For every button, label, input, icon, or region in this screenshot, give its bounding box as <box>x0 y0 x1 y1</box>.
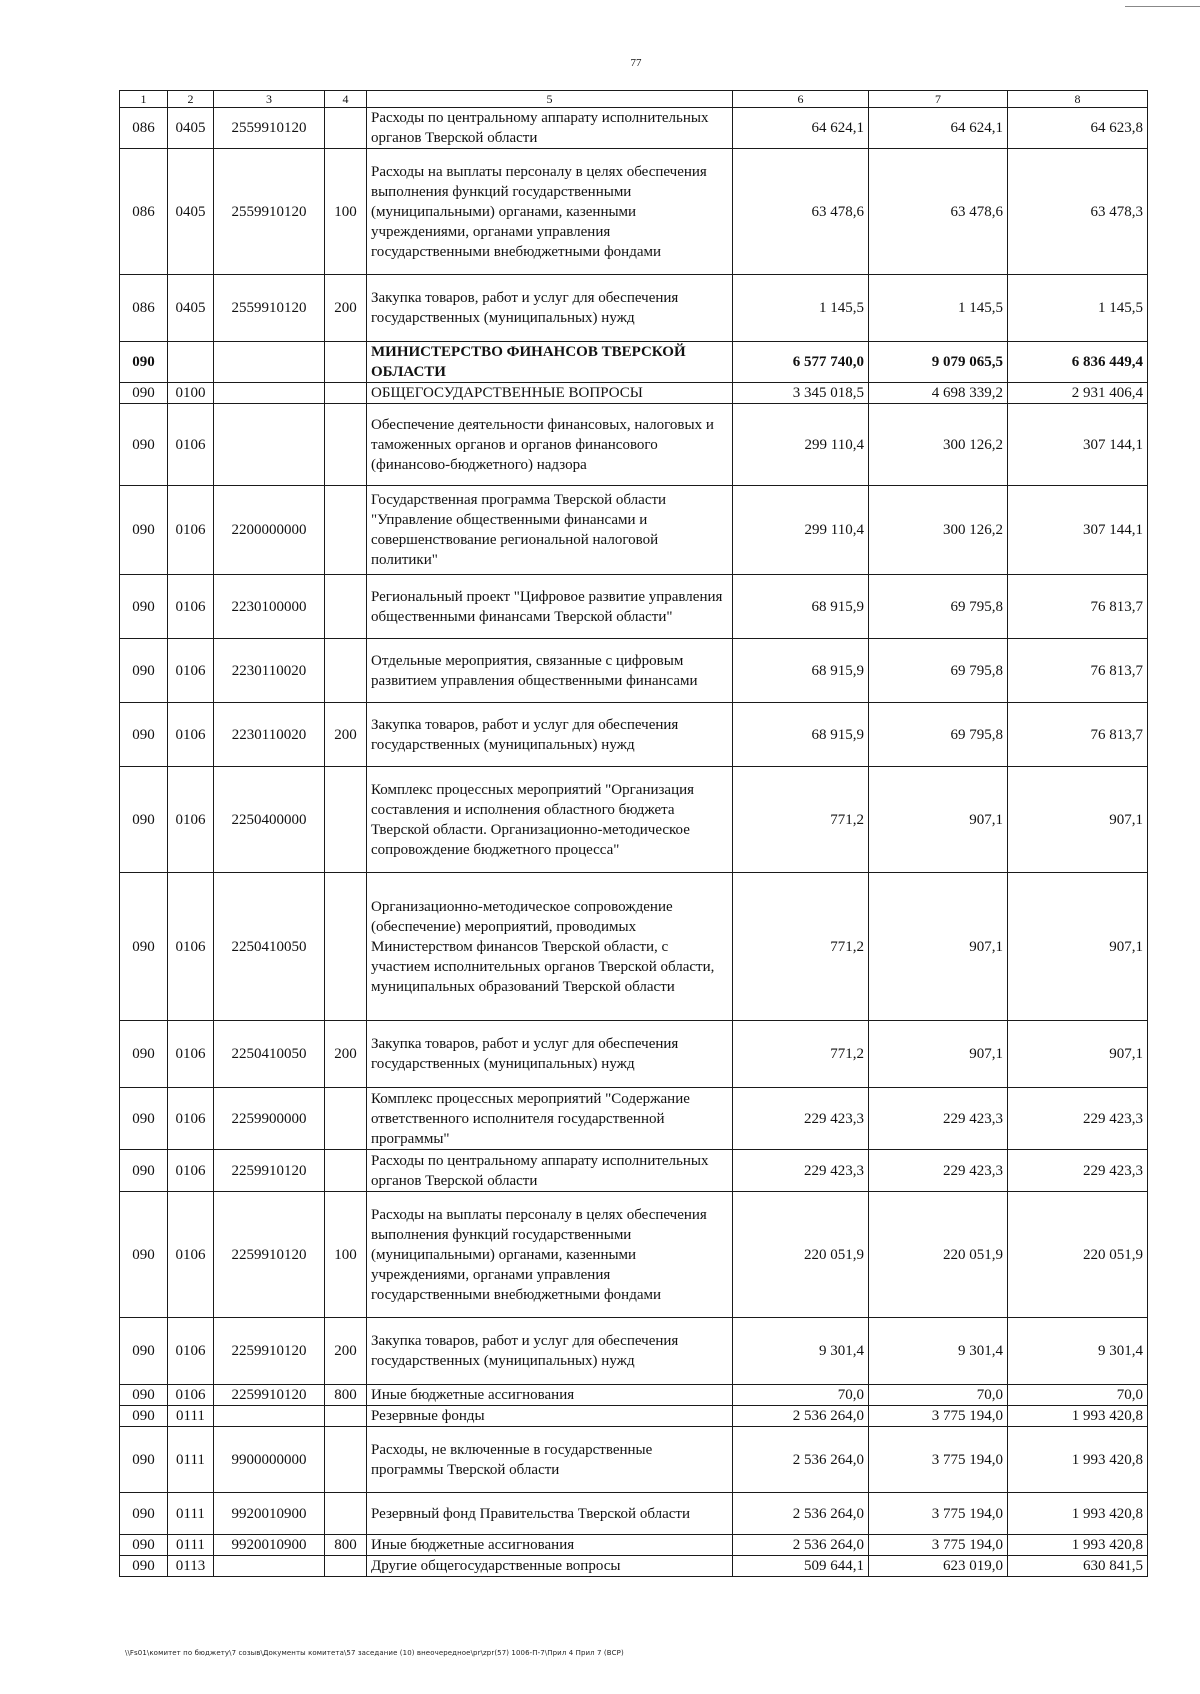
target-article-cell: 9900000000 <box>214 1427 325 1493</box>
column-number-row <box>120 91 1148 108</box>
amount-col8-cell: 907,1 <box>1008 873 1148 1021</box>
target-article-cell: 2259910120 <box>214 1385 325 1406</box>
scan-edge-line <box>1125 6 1200 7</box>
amount-col8-cell: 9 301,4 <box>1008 1318 1148 1385</box>
amount-col7-cell: 907,1 <box>869 873 1008 1021</box>
amount-col6-cell: 6 577 740,0 <box>733 342 869 383</box>
amount-col7-cell: 9 301,4 <box>869 1318 1008 1385</box>
amount-col8-cell: 64 623,8 <box>1008 108 1148 149</box>
section-code-cell: 0106 <box>168 1150 214 1192</box>
amount-col6-cell: 509 644,1 <box>733 1556 869 1577</box>
target-article-cell: 2259910120 <box>214 1192 325 1318</box>
section-code-cell: 0113 <box>168 1556 214 1577</box>
table-row <box>120 639 1148 703</box>
target-article-cell: 2259900000 <box>214 1088 325 1150</box>
description-cell: Резервный фонд Правительства Тверской области <box>367 1493 733 1535</box>
expense-type-cell <box>325 1493 367 1535</box>
description-cell: Закупка товаров, работ и услуг для обеспечения государственных (муниципальных) нужд <box>367 1318 733 1385</box>
expense-type-cell <box>325 1088 367 1150</box>
admin-code-cell: 090 <box>120 1318 168 1385</box>
target-article-cell <box>214 404 325 486</box>
description-cell: Комплекс процессных мероприятий "Содержание ответственного исполнителя государственной программы" <box>367 1088 733 1150</box>
amount-col6-cell: 2 536 264,0 <box>733 1427 869 1493</box>
table-row <box>120 1535 1148 1556</box>
table-row <box>120 703 1148 767</box>
description-cell: Организационно-методическое сопровождение (обеспечение) мероприятий, проводимых Министерством финансов Тверской области, с участием исполнительных органов Тверской области, муниципальных образований Тверской области <box>367 873 733 1021</box>
amount-col8-cell: 307 144,1 <box>1008 404 1148 486</box>
column-header: 2 <box>168 91 214 108</box>
amount-col7-cell: 70,0 <box>869 1385 1008 1406</box>
amount-col8-cell: 307 144,1 <box>1008 486 1148 575</box>
description-cell: Иные бюджетные ассигнования <box>367 1535 733 1556</box>
description-cell: Закупка товаров, работ и услуг для обеспечения государственных (муниципальных) нужд <box>367 1021 733 1088</box>
table-row <box>120 767 1148 873</box>
table-row <box>120 404 1148 486</box>
target-article-cell: 2230110020 <box>214 639 325 703</box>
section-code-cell: 0111 <box>168 1535 214 1556</box>
section-code-cell: 0106 <box>168 1192 214 1318</box>
target-article-cell: 2250410050 <box>214 873 325 1021</box>
section-code-cell <box>168 342 214 383</box>
amount-col6-cell: 299 110,4 <box>733 486 869 575</box>
section-code-cell: 0100 <box>168 383 214 404</box>
section-code-cell: 0106 <box>168 575 214 639</box>
amount-col7-cell: 3 775 194,0 <box>869 1406 1008 1427</box>
table-row <box>120 1556 1148 1577</box>
admin-code-cell: 090 <box>120 639 168 703</box>
admin-code-cell: 090 <box>120 1021 168 1088</box>
target-article-cell: 2230110020 <box>214 703 325 767</box>
description-cell: Другие общегосударственные вопросы <box>367 1556 733 1577</box>
amount-col7-cell: 69 795,8 <box>869 575 1008 639</box>
section-code-cell: 0106 <box>168 767 214 873</box>
description-cell: Расходы по центральному аппарату исполнительных органов Тверской области <box>367 108 733 149</box>
admin-code-cell: 090 <box>120 1427 168 1493</box>
table-row <box>120 108 1148 149</box>
amount-col7-cell: 9 079 065,5 <box>869 342 1008 383</box>
section-code-cell: 0106 <box>168 703 214 767</box>
target-article-cell: 2200000000 <box>214 486 325 575</box>
target-article-cell <box>214 1406 325 1427</box>
expense-type-cell: 200 <box>325 1318 367 1385</box>
table-row <box>120 383 1148 404</box>
table-row <box>120 1385 1148 1406</box>
target-article-cell <box>214 383 325 404</box>
amount-col7-cell: 1 145,5 <box>869 275 1008 342</box>
target-article-cell: 2559910120 <box>214 149 325 275</box>
amount-col6-cell: 64 624,1 <box>733 108 869 149</box>
amount-col7-cell: 907,1 <box>869 767 1008 873</box>
table-row <box>120 1427 1148 1493</box>
section-code-cell: 0106 <box>168 873 214 1021</box>
amount-col6-cell: 771,2 <box>733 873 869 1021</box>
table-row <box>120 275 1148 342</box>
amount-col8-cell: 907,1 <box>1008 1021 1148 1088</box>
expense-type-cell <box>325 486 367 575</box>
section-code-cell: 0405 <box>168 149 214 275</box>
column-header: 6 <box>733 91 869 108</box>
description-cell: Обеспечение деятельности финансовых, налоговых и таможенных органов и органов финансового (финансово-бюджетного) надзора <box>367 404 733 486</box>
page-number: 77 <box>630 57 642 69</box>
admin-code-cell: 090 <box>120 486 168 575</box>
amount-col7-cell: 69 795,8 <box>869 703 1008 767</box>
amount-col8-cell: 1 993 420,8 <box>1008 1406 1148 1427</box>
description-cell: Закупка товаров, работ и услуг для обеспечения государственных (муниципальных) нужд <box>367 275 733 342</box>
admin-code-cell: 090 <box>120 1493 168 1535</box>
description-cell: Закупка товаров, работ и услуг для обеспечения государственных (муниципальных) нужд <box>367 703 733 767</box>
section-code-cell: 0106 <box>168 404 214 486</box>
target-article-cell: 9920010900 <box>214 1493 325 1535</box>
table-row <box>120 149 1148 275</box>
target-article-cell: 2559910120 <box>214 275 325 342</box>
amount-col6-cell: 1 145,5 <box>733 275 869 342</box>
amount-col8-cell: 76 813,7 <box>1008 703 1148 767</box>
expense-type-cell <box>325 767 367 873</box>
description-cell: Региональный проект "Цифровое развитие управления общественными финансами Тверской области" <box>367 575 733 639</box>
section-code-cell: 0106 <box>168 1318 214 1385</box>
admin-code-cell: 090 <box>120 767 168 873</box>
amount-col6-cell: 2 536 264,0 <box>733 1406 869 1427</box>
table-row <box>120 1192 1148 1318</box>
target-article-cell: 2250400000 <box>214 767 325 873</box>
section-code-cell: 0111 <box>168 1493 214 1535</box>
amount-col7-cell: 3 775 194,0 <box>869 1535 1008 1556</box>
amount-col6-cell: 220 051,9 <box>733 1192 869 1318</box>
amount-col7-cell: 229 423,3 <box>869 1150 1008 1192</box>
column-header: 1 <box>120 91 168 108</box>
table-row <box>120 575 1148 639</box>
amount-col6-cell: 2 536 264,0 <box>733 1493 869 1535</box>
amount-col7-cell: 300 126,2 <box>869 404 1008 486</box>
amount-col7-cell: 3 775 194,0 <box>869 1427 1008 1493</box>
expense-type-cell <box>325 575 367 639</box>
expense-type-cell <box>325 1427 367 1493</box>
expense-type-cell <box>325 342 367 383</box>
amount-col6-cell: 2 536 264,0 <box>733 1535 869 1556</box>
amount-col8-cell: 1 145,5 <box>1008 275 1148 342</box>
expense-type-cell <box>325 404 367 486</box>
description-cell: Иные бюджетные ассигнования <box>367 1385 733 1406</box>
description-cell: Расходы на выплаты персоналу в целях обеспечения выполнения функций государственными (муниципальными) органами, казенными учреждениями, органами управления государственными внебюджетными фондами <box>367 1192 733 1318</box>
section-code-cell: 0405 <box>168 275 214 342</box>
amount-col6-cell: 299 110,4 <box>733 404 869 486</box>
amount-col7-cell: 300 126,2 <box>869 486 1008 575</box>
expense-type-cell: 200 <box>325 275 367 342</box>
table-row <box>120 1150 1148 1192</box>
amount-col6-cell: 771,2 <box>733 767 869 873</box>
description-cell: Резервные фонды <box>367 1406 733 1427</box>
amount-col7-cell: 4 698 339,2 <box>869 383 1008 404</box>
admin-code-cell: 090 <box>120 1535 168 1556</box>
admin-code-cell: 090 <box>120 383 168 404</box>
description-cell: МИНИСТЕРСТВО ФИНАНСОВ ТВЕРСКОЙ ОБЛАСТИ <box>367 342 733 383</box>
amount-col6-cell: 70,0 <box>733 1385 869 1406</box>
amount-col6-cell: 771,2 <box>733 1021 869 1088</box>
amount-col7-cell: 623 019,0 <box>869 1556 1008 1577</box>
description-cell: ОБЩЕГОСУДАРСТВЕННЫЕ ВОПРОСЫ <box>367 383 733 404</box>
column-header: 5 <box>367 91 733 108</box>
column-header: 8 <box>1008 91 1148 108</box>
expense-type-cell <box>325 873 367 1021</box>
admin-code-cell: 090 <box>120 575 168 639</box>
amount-col6-cell: 3 345 018,5 <box>733 383 869 404</box>
expense-type-cell: 100 <box>325 149 367 275</box>
table-row <box>120 1088 1148 1150</box>
admin-code-cell: 090 <box>120 404 168 486</box>
admin-code-cell: 090 <box>120 1192 168 1318</box>
column-header: 4 <box>325 91 367 108</box>
target-article-cell: 9920010900 <box>214 1535 325 1556</box>
amount-col8-cell: 1 993 420,8 <box>1008 1493 1148 1535</box>
amount-col7-cell: 64 624,1 <box>869 108 1008 149</box>
amount-col6-cell: 63 478,6 <box>733 149 869 275</box>
amount-col7-cell: 229 423,3 <box>869 1088 1008 1150</box>
admin-code-cell: 090 <box>120 1088 168 1150</box>
table-row <box>120 873 1148 1021</box>
amount-col7-cell: 3 775 194,0 <box>869 1493 1008 1535</box>
section-code-cell: 0405 <box>168 108 214 149</box>
admin-code-cell: 090 <box>120 703 168 767</box>
section-code-cell: 0106 <box>168 639 214 703</box>
amount-col8-cell: 2 931 406,4 <box>1008 383 1148 404</box>
amount-col8-cell: 907,1 <box>1008 767 1148 873</box>
expense-type-cell <box>325 383 367 404</box>
admin-code-cell: 090 <box>120 1556 168 1577</box>
amount-col6-cell: 68 915,9 <box>733 639 869 703</box>
amount-col7-cell: 69 795,8 <box>869 639 1008 703</box>
amount-col7-cell: 220 051,9 <box>869 1192 1008 1318</box>
amount-col8-cell: 630 841,5 <box>1008 1556 1148 1577</box>
table-row <box>120 1406 1148 1427</box>
amount-col7-cell: 63 478,6 <box>869 149 1008 275</box>
description-cell: Расходы по центральному аппарату исполнительных органов Тверской области <box>367 1150 733 1192</box>
amount-col6-cell: 9 301,4 <box>733 1318 869 1385</box>
admin-code-cell: 090 <box>120 1406 168 1427</box>
table-row <box>120 1493 1148 1535</box>
target-article-cell: 2230100000 <box>214 575 325 639</box>
description-cell: Расходы на выплаты персоналу в целях обеспечения выполнения функций государственными (муниципальными) органами, казенными учреждениями, органами управления государственными внебюджетными фондами <box>367 149 733 275</box>
admin-code-cell: 090 <box>120 873 168 1021</box>
table-row <box>120 342 1148 383</box>
amount-col8-cell: 76 813,7 <box>1008 639 1148 703</box>
table-row <box>120 1021 1148 1088</box>
expense-type-cell <box>325 639 367 703</box>
amount-col8-cell: 6 836 449,4 <box>1008 342 1148 383</box>
description-cell: Государственная программа Тверской области "Управление общественными финансами и совершенствование региональной налоговой политики" <box>367 486 733 575</box>
description-cell: Отдельные мероприятия, связанные с цифровым развитием управления общественными финансами <box>367 639 733 703</box>
column-header: 3 <box>214 91 325 108</box>
amount-col8-cell: 1 993 420,8 <box>1008 1427 1148 1493</box>
amount-col6-cell: 229 423,3 <box>733 1088 869 1150</box>
section-code-cell: 0111 <box>168 1406 214 1427</box>
admin-code-cell: 086 <box>120 108 168 149</box>
expense-type-cell: 200 <box>325 703 367 767</box>
target-article-cell: 2559910120 <box>214 108 325 149</box>
description-cell: Комплекс процессных мероприятий "Организация составления и исполнения областного бюджета Тверской области. Организационно-методическое сопровождение бюджетного процесса" <box>367 767 733 873</box>
amount-col8-cell: 70,0 <box>1008 1385 1148 1406</box>
target-article-cell: 2259910120 <box>214 1318 325 1385</box>
amount-col6-cell: 68 915,9 <box>733 703 869 767</box>
expense-type-cell: 200 <box>325 1021 367 1088</box>
expense-type-cell <box>325 108 367 149</box>
table-row <box>120 486 1148 575</box>
admin-code-cell: 090 <box>120 342 168 383</box>
expense-type-cell <box>325 1556 367 1577</box>
admin-code-cell: 090 <box>120 1150 168 1192</box>
amount-col8-cell: 220 051,9 <box>1008 1192 1148 1318</box>
table-row <box>120 1318 1148 1385</box>
admin-code-cell: 086 <box>120 275 168 342</box>
section-code-cell: 0106 <box>168 1021 214 1088</box>
admin-code-cell: 090 <box>120 1385 168 1406</box>
section-code-cell: 0106 <box>168 1385 214 1406</box>
column-header: 7 <box>869 91 1008 108</box>
target-article-cell <box>214 342 325 383</box>
section-code-cell: 0111 <box>168 1427 214 1493</box>
section-code-cell: 0106 <box>168 1088 214 1150</box>
amount-col8-cell: 1 993 420,8 <box>1008 1535 1148 1556</box>
budget-table <box>119 90 1148 1577</box>
amount-col8-cell: 229 423,3 <box>1008 1150 1148 1192</box>
amount-col7-cell: 907,1 <box>869 1021 1008 1088</box>
expense-type-cell: 800 <box>325 1535 367 1556</box>
amount-col6-cell: 229 423,3 <box>733 1150 869 1192</box>
section-code-cell: 0106 <box>168 486 214 575</box>
target-article-cell: 2250410050 <box>214 1021 325 1088</box>
expense-type-cell: 100 <box>325 1192 367 1318</box>
amount-col6-cell: 68 915,9 <box>733 575 869 639</box>
amount-col8-cell: 63 478,3 <box>1008 149 1148 275</box>
admin-code-cell: 086 <box>120 149 168 275</box>
expense-type-cell <box>325 1406 367 1427</box>
amount-col8-cell: 76 813,7 <box>1008 575 1148 639</box>
target-article-cell: 2259910120 <box>214 1150 325 1192</box>
expense-type-cell <box>325 1150 367 1192</box>
target-article-cell <box>214 1556 325 1577</box>
footer-file-path: \\Fs01\комитет по бюджету\7 созыв\Документы комитета\57 заседание (10) внеочередное\pr\zpr(57) 1006-П-7\Прил 4 Прил 7 (ВСР) <box>125 1649 624 1657</box>
amount-col8-cell: 229 423,3 <box>1008 1088 1148 1150</box>
expense-type-cell: 800 <box>325 1385 367 1406</box>
description-cell: Расходы, не включенные в государственные программы Тверской области <box>367 1427 733 1493</box>
